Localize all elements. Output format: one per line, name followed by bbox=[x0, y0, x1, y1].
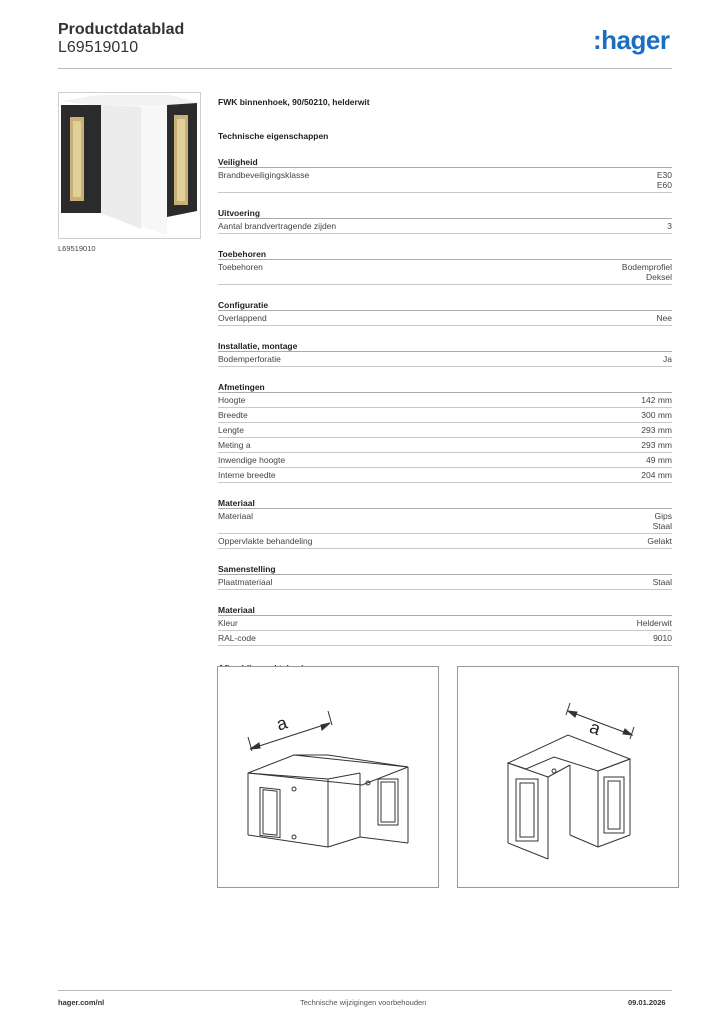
spec-value: E30 E60 bbox=[656, 169, 672, 190]
spec-value: 293 mm bbox=[641, 424, 672, 435]
spec-section bbox=[218, 381, 672, 483]
spec-label: Hoogte bbox=[218, 394, 246, 405]
spec-sections bbox=[218, 156, 672, 646]
spec-label: RAL-code bbox=[218, 632, 256, 643]
spec-label: Overlappend bbox=[218, 312, 267, 323]
section-title: Configuratie bbox=[218, 299, 672, 311]
header-divider bbox=[58, 68, 672, 69]
section-title: Materiaal bbox=[218, 497, 672, 509]
spec-label: Inwendige hoogte bbox=[218, 454, 286, 465]
technical-drawing-front bbox=[217, 666, 439, 888]
product-photo-image bbox=[59, 93, 200, 238]
spec-label: Plaatmateriaal bbox=[218, 576, 273, 587]
spec-section bbox=[218, 299, 672, 326]
spec-value: Helderwit bbox=[636, 617, 672, 628]
spec-section bbox=[218, 497, 672, 549]
spec-value: Ja bbox=[663, 353, 672, 364]
spec-value: Bodemprofiel Deksel bbox=[621, 261, 672, 282]
spec-row bbox=[218, 311, 672, 326]
product-description: FWK binnenhoek, 90/50210, helderwit bbox=[218, 97, 370, 107]
spec-value: Staal bbox=[652, 576, 672, 587]
spec-value: Gips Staal bbox=[652, 510, 672, 531]
spec-row bbox=[218, 509, 672, 534]
spec-label: Kleur bbox=[218, 617, 238, 628]
spec-value: 3 bbox=[667, 220, 672, 231]
technical-drawing-rear bbox=[457, 666, 679, 888]
spec-row bbox=[218, 408, 672, 423]
spec-row bbox=[218, 631, 672, 646]
spec-row bbox=[218, 575, 672, 590]
spec-value: Gelakt bbox=[647, 535, 672, 546]
spec-label: Brandbeveiligingsklasse bbox=[218, 169, 310, 180]
spec-label: Oppervlakte behandeling bbox=[218, 535, 313, 546]
section-title: Samenstelling bbox=[218, 563, 672, 575]
spec-row bbox=[218, 393, 672, 408]
spec-value: 204 mm bbox=[641, 469, 672, 480]
section-title: Veiligheid bbox=[218, 156, 672, 168]
spec-row bbox=[218, 352, 672, 367]
spec-value: 49 mm bbox=[646, 454, 672, 465]
spec-section bbox=[218, 604, 672, 646]
spec-row bbox=[218, 260, 672, 285]
spec-label: Materiaal bbox=[218, 510, 253, 521]
spec-label: Lengte bbox=[218, 424, 244, 435]
spec-row bbox=[218, 423, 672, 438]
spec-row bbox=[218, 534, 672, 549]
footer-divider bbox=[58, 990, 672, 991]
dimension-label: a bbox=[273, 712, 290, 735]
spec-row bbox=[218, 168, 672, 193]
specifications bbox=[218, 96, 672, 674]
tech-properties-title: Technische eigenschappen bbox=[218, 131, 329, 141]
spec-row bbox=[218, 468, 672, 483]
spec-label: Interne breedte bbox=[218, 469, 276, 480]
spec-label: Bodemperforatie bbox=[218, 353, 281, 364]
section-title: Afmetingen bbox=[218, 381, 672, 393]
product-photo bbox=[58, 92, 201, 239]
spec-label: Breedte bbox=[218, 409, 248, 420]
footer-website-link[interactable]: hager.com/nl bbox=[58, 998, 105, 1007]
section-title: Uitvoering bbox=[218, 207, 672, 219]
footer-disclaimer: Technische wijzigingen voorbehouden bbox=[300, 998, 427, 1007]
product-code: L69519010 bbox=[58, 39, 139, 56]
page-title: Productdatablad bbox=[58, 21, 185, 38]
section-title: Materiaal bbox=[218, 604, 672, 616]
section-title: Toebehoren bbox=[218, 248, 672, 260]
spec-value: 300 mm bbox=[641, 409, 672, 420]
spec-section bbox=[218, 340, 672, 367]
spec-row bbox=[218, 453, 672, 468]
spec-section bbox=[218, 563, 672, 590]
spec-section bbox=[218, 156, 672, 193]
spec-row bbox=[218, 616, 672, 631]
spec-label: Aantal brandvertragende zijden bbox=[218, 220, 337, 231]
spec-section bbox=[218, 207, 672, 234]
spec-value: Nee bbox=[656, 312, 672, 323]
spec-section bbox=[218, 248, 672, 285]
spec-value: 142 mm bbox=[641, 394, 672, 405]
dimension-label-2: a bbox=[587, 716, 604, 740]
spec-label: Toebehoren bbox=[218, 261, 263, 272]
spec-label: Meting a bbox=[218, 439, 251, 450]
footer-date: 09.01.2026 bbox=[628, 998, 666, 1007]
hager-logo: :hager bbox=[593, 25, 670, 55]
spec-row bbox=[218, 219, 672, 234]
photo-caption: L69519010 bbox=[58, 244, 96, 253]
spec-row bbox=[218, 438, 672, 453]
spec-value: 293 mm bbox=[641, 439, 672, 450]
spec-value: 9010 bbox=[653, 632, 672, 643]
section-title: Installatie, montage bbox=[218, 340, 672, 352]
